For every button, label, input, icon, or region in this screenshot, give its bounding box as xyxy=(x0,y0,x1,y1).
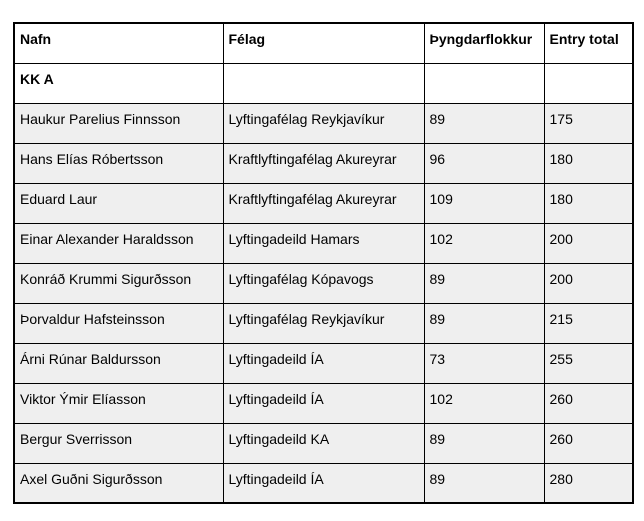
table-row xyxy=(14,103,633,143)
cell-entry-total: 260 xyxy=(544,423,633,463)
column-header-thyngdarflokkur: Þyngdarflokkur xyxy=(424,23,544,63)
table-row xyxy=(14,183,633,223)
cell-club: Lyftingafélag Reykjavíkur xyxy=(223,303,424,343)
cell-club: Lyftingafélag Kópavogs xyxy=(223,263,424,303)
cell-name: Einar Alexander Haraldsson xyxy=(14,223,223,263)
column-header-nafn: Nafn xyxy=(14,23,223,63)
cell-club: Lyftingafélag Reykjavíkur xyxy=(223,103,424,143)
table-row xyxy=(14,303,633,343)
cell-entry-total: 175 xyxy=(544,103,633,143)
cell-weight-class: 102 xyxy=(424,223,544,263)
cell-weight-class: 109 xyxy=(424,183,544,223)
empty-cell xyxy=(544,63,633,103)
cell-name: Konráð Krummi Sigurðsson xyxy=(14,263,223,303)
cell-name: Hans Elías Róbertsson xyxy=(14,143,223,183)
empty-cell xyxy=(223,63,424,103)
cell-club: Lyftingadeild KA xyxy=(223,423,424,463)
cell-weight-class: 102 xyxy=(424,383,544,423)
header-row xyxy=(14,23,633,63)
cell-club: Lyftingadeild ÍA xyxy=(223,463,424,503)
cell-weight-class: 89 xyxy=(424,303,544,343)
cell-name: Axel Guðni Sigurðsson xyxy=(14,463,223,503)
cell-club: Kraftlyftingafélag Akureyrar xyxy=(223,143,424,183)
table-row xyxy=(14,263,633,303)
cell-entry-total: 200 xyxy=(544,263,633,303)
cell-weight-class: 89 xyxy=(424,423,544,463)
cell-entry-total: 200 xyxy=(544,223,633,263)
cell-name: Þorvaldur Hafsteinsson xyxy=(14,303,223,343)
table-row xyxy=(14,423,633,463)
cell-club: Lyftingadeild ÍA xyxy=(223,343,424,383)
table-row xyxy=(14,343,633,383)
cell-entry-total: 280 xyxy=(544,463,633,503)
cell-name: Haukur Parelius Finnsson xyxy=(14,103,223,143)
cell-weight-class: 89 xyxy=(424,263,544,303)
cell-name: Eduard Laur xyxy=(14,183,223,223)
table-row xyxy=(14,463,633,503)
column-header-entry-total: Entry total xyxy=(544,23,633,63)
empty-cell xyxy=(424,63,544,103)
cell-weight-class: 96 xyxy=(424,143,544,183)
table-row xyxy=(14,223,633,263)
group-label: KK A xyxy=(14,63,223,103)
entry-list-table xyxy=(13,22,634,504)
column-header-felag: Félag xyxy=(223,23,424,63)
table-row xyxy=(14,383,633,423)
cell-entry-total: 260 xyxy=(544,383,633,423)
cell-name: Bergur Sverrisson xyxy=(14,423,223,463)
cell-weight-class: 89 xyxy=(424,463,544,503)
cell-entry-total: 180 xyxy=(544,143,633,183)
cell-name: Árni Rúnar Baldursson xyxy=(14,343,223,383)
table-row xyxy=(14,143,633,183)
cell-club: Lyftingadeild ÍA xyxy=(223,383,424,423)
cell-club: Lyftingadeild Hamars xyxy=(223,223,424,263)
cell-name: Viktor Ýmir Elíasson xyxy=(14,383,223,423)
cell-club: Kraftlyftingafélag Akureyrar xyxy=(223,183,424,223)
cell-weight-class: 73 xyxy=(424,343,544,383)
cell-entry-total: 215 xyxy=(544,303,633,343)
cell-weight-class: 89 xyxy=(424,103,544,143)
cell-entry-total: 255 xyxy=(544,343,633,383)
cell-entry-total: 180 xyxy=(544,183,633,223)
group-row-kk-a xyxy=(14,63,633,103)
